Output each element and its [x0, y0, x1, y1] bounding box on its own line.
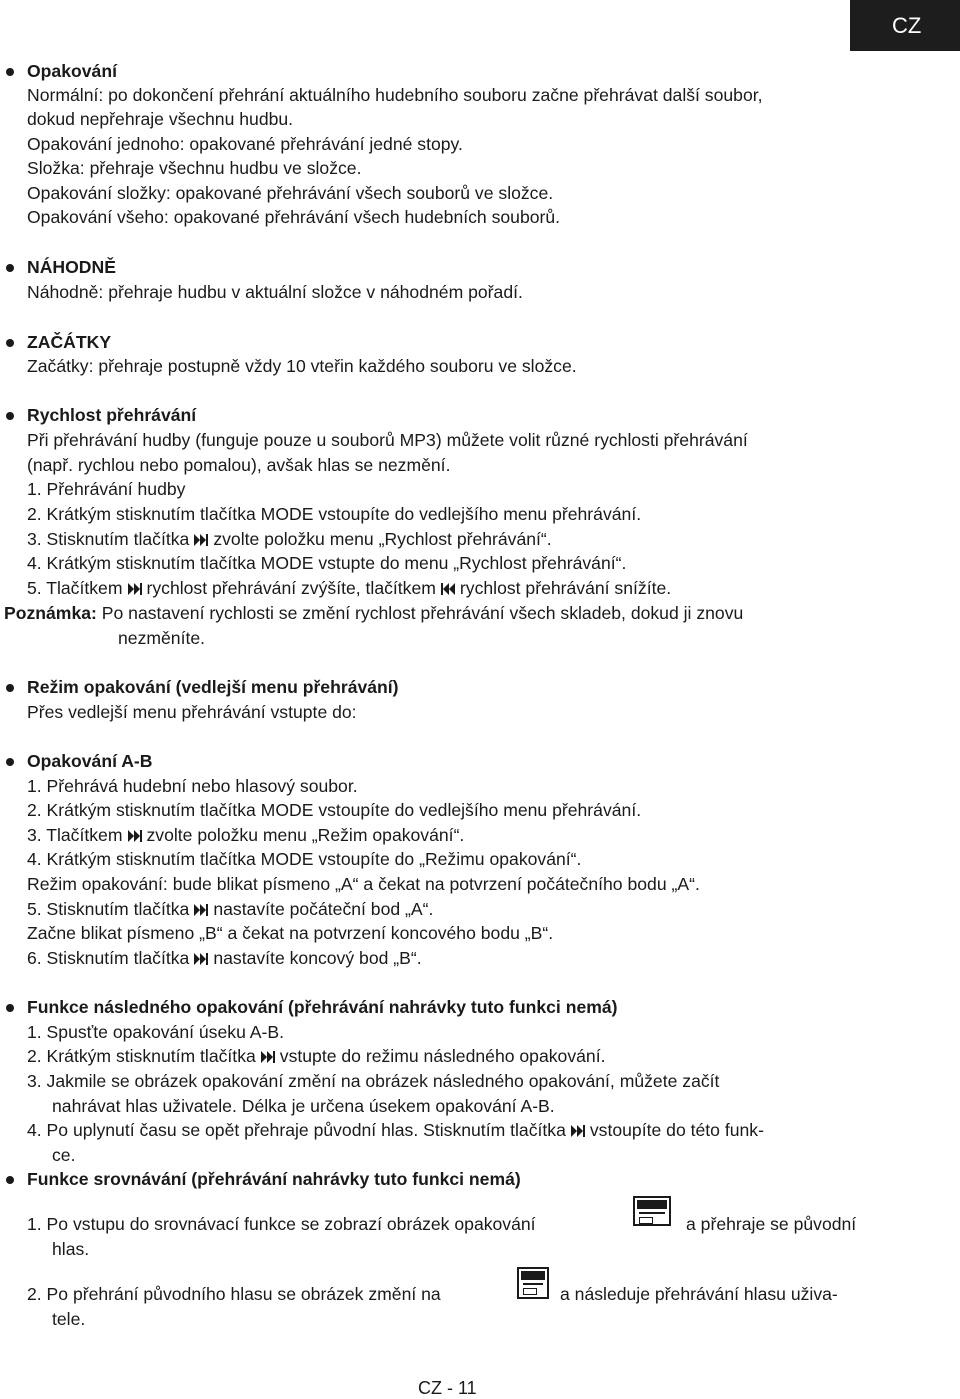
bullet-dot: [6, 68, 14, 76]
text-line: hlas.: [52, 1239, 90, 1259]
text-line: dokud nepřehraje všechnu hudbu.: [27, 109, 294, 129]
bullet-dot: [6, 1004, 14, 1012]
text-line: 2. Krátkým stisknutím tlačítka MODE vstoupíte do vedlejšího menu přehrávání.: [27, 800, 642, 820]
text-line: Normální: po dokončení přehrání aktuálního hudebního souboru začne přehrávat další soubor,: [27, 85, 763, 105]
bullet-dot: [6, 684, 14, 692]
section-heading: Režim opakování (vedlejší menu přehrávání): [27, 677, 399, 697]
section-heading: NÁHODNĚ: [27, 257, 116, 277]
text-line: a následuje přehrávání hlasu uživa-: [560, 1284, 838, 1304]
section-heading: Funkce následného opakování (přehrávání nahrávky tuto funkci nemá): [27, 997, 618, 1017]
next-track-icon: [193, 953, 209, 965]
section-heading: Rychlost přehrávání: [27, 405, 197, 425]
text-line: Režim opakování: bude blikat písmeno „A“ a čekat na potvrzení počátečního bodu „A“.: [27, 874, 700, 894]
bullet-dot: [6, 412, 14, 420]
text-line: Náhodně: přehraje hudbu v aktuální složce v náhodném pořadí.: [27, 282, 523, 302]
text-line: 1. Přehrává hudební nebo hlasový soubor.: [27, 776, 358, 796]
section-heading: Opakování: [27, 61, 117, 81]
text-line: 4. Krátkým stisknutím tlačítka MODE vstupte do menu „Rychlost přehrávání“.: [27, 553, 627, 573]
text-line: Složka: přehraje všechnu hudbu ve složce.: [27, 158, 362, 178]
text-line: 4. Po uplynutí času se opět přehraje původní hlas. Stisknutím tlačítka vstoupíte do této funk-: [27, 1120, 764, 1140]
bullet-dot: [6, 758, 14, 766]
text-line: 3. Stisknutím tlačítka zvolte položku menu „Rychlost přehrávání“.: [27, 529, 552, 549]
repeat-picture-icon: [633, 1196, 671, 1226]
language-tab: CZ: [850, 0, 960, 51]
text-line: tele.: [52, 1309, 86, 1329]
compare-picture-icon: [517, 1267, 549, 1299]
text-line: 2. Krátkým stisknutím tlačítka vstupte do režimu následného opakování.: [27, 1046, 606, 1066]
text-line: Přes vedlejší menu přehrávání vstupte do:: [27, 702, 357, 722]
text-line: Začne blikat písmeno „B“ a čekat na potvrzení koncového bodu „B“.: [27, 923, 554, 943]
section-heading: Funkce srovnávání (přehrávání nahrávky tuto funkci nemá): [27, 1169, 521, 1189]
text-line: 1. Přehrávání hudby: [27, 479, 186, 499]
text-line: 5. Stisknutím tlačítka nastavíte počáteční bod „A“.: [27, 899, 434, 919]
next-track-icon: [193, 904, 209, 916]
next-track-icon: [127, 583, 143, 595]
previous-track-icon: [440, 583, 456, 595]
text-line: 2. Po přehrání původního hlasu se obrázek změní na: [27, 1284, 441, 1304]
bullet-dot: [6, 264, 14, 272]
bullet-dot: [6, 1176, 14, 1184]
text-line: 2. Krátkým stisknutím tlačítka MODE vstoupíte do vedlejšího menu přehrávání.: [27, 504, 642, 524]
text-line: 4. Krátkým stisknutím tlačítka MODE vstoupíte do „Režimu opakování“.: [27, 849, 582, 869]
text-line: Poznámka: Po nastavení rychlosti se změní rychlost přehrávání všech skladeb, dokud ji znovu: [4, 603, 744, 623]
note-label: Poznámka:: [4, 603, 97, 623]
text-line: ce.: [52, 1145, 76, 1165]
text-line: (např. rychlou nebo pomalou), avšak hlas se nezmění.: [27, 455, 451, 475]
section-heading: Opakování A-B: [27, 751, 153, 771]
text-line: nahrávat hlas uživatele. Délka je určena úsekem opakování A-B.: [52, 1096, 555, 1116]
page-number: CZ - 11: [418, 1378, 477, 1398]
text-line: 1. Po vstupu do srovnávací funkce se zobrazí obrázek opakování: [27, 1214, 536, 1234]
text-line: Při přehrávání hudby (funguje pouze u souborů MP3) můžete volit různé rychlosti přehrávání: [27, 430, 748, 450]
text-line: Opakování všeho: opakované přehrávání všech hudebních souborů.: [27, 207, 561, 227]
next-track-icon: [193, 534, 209, 546]
text-line: Opakování jednoho: opakované přehrávání jedné stopy.: [27, 134, 463, 154]
text-line: a přehraje se původní: [686, 1214, 857, 1234]
next-track-icon: [570, 1125, 586, 1137]
next-track-icon: [260, 1051, 276, 1063]
text-line: 3. Tlačítkem zvolte položku menu „Režim opakování“.: [27, 825, 465, 845]
section-heading: ZAČÁTKY: [27, 332, 112, 352]
text-line: nezměníte.: [118, 628, 206, 648]
bullet-dot: [6, 339, 14, 347]
text-line: 1. Spusťte opakování úseku A-B.: [27, 1022, 284, 1042]
text-line: Začátky: přehraje postupně vždy 10 vteřin každého souboru ve složce.: [27, 356, 577, 376]
text-line: Opakování složky: opakované přehrávání všech souborů ve složce.: [27, 183, 554, 203]
text-line: 6. Stisknutím tlačítka nastavíte koncový bod „B“.: [27, 948, 422, 968]
text-line: 3. Jakmile se obrázek opakování změní na obrázek následného opakování, můžete začít: [27, 1071, 720, 1091]
text-line: 5. Tlačítkem rychlost přehrávání zvýšíte, tlačítkem rychlost přehrávání snížíte.: [27, 578, 672, 598]
next-track-icon: [127, 830, 143, 842]
